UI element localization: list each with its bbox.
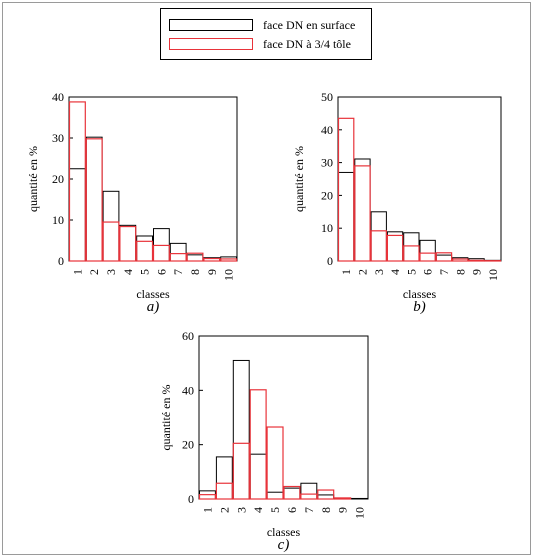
bar-surface-4	[120, 225, 136, 261]
bar-surface-7	[170, 243, 186, 261]
y-axis-label: quantité en %	[26, 146, 40, 212]
x-tick-label: 1	[339, 269, 354, 275]
bar-surface-6	[284, 488, 300, 499]
panel-label-a: a)	[146, 299, 160, 315]
bar-surface-2	[86, 137, 102, 261]
bar-surface-5	[404, 233, 419, 261]
panel-label-c: c)	[277, 537, 290, 553]
bar-three-quarter-1	[339, 118, 354, 261]
bar-surface-4	[250, 454, 266, 499]
bar-three-quarter-3	[371, 231, 386, 261]
bar-three-quarter-4	[387, 235, 402, 261]
x-tick-label: 1	[200, 507, 215, 513]
bar-surface-8	[187, 255, 203, 261]
bar-three-quarter-9	[335, 498, 351, 499]
y-axis-label: quantité en %	[292, 146, 306, 212]
bar-three-quarter-1	[200, 495, 216, 499]
chart-a	[26, 90, 237, 315]
x-tick-label: 9	[335, 507, 350, 513]
x-tick-label: 5	[404, 269, 419, 275]
x-tick-label: 5	[268, 507, 283, 513]
legend-label-surface: face DN en surface	[263, 17, 356, 32]
x-tick-label: 6	[420, 269, 435, 275]
y-tick-label: 20	[321, 188, 333, 203]
bar-three-quarter-6	[420, 253, 435, 261]
bar-three-quarter-7	[436, 253, 451, 261]
x-tick-label: 10	[221, 269, 236, 281]
x-tick-label: 8	[318, 507, 333, 513]
x-tick-label: 7	[436, 269, 451, 275]
bar-surface-2	[355, 159, 370, 261]
x-tick-label: 4	[388, 269, 403, 275]
x-tick-label: 10	[485, 269, 500, 281]
x-axis-label: classes	[266, 525, 301, 539]
bar-surface-5	[267, 492, 283, 499]
panel-label-b: b)	[413, 299, 426, 315]
x-tick-label: 9	[204, 269, 219, 275]
x-tick-label: 10	[352, 507, 367, 519]
x-tick-label: 1	[70, 269, 85, 275]
x-tick-label: 9	[469, 269, 484, 275]
bar-three-quarter-9	[204, 259, 220, 261]
bar-surface-3	[103, 191, 119, 261]
bar-three-quarter-9	[469, 260, 484, 261]
bar-surface-7	[301, 483, 317, 499]
x-tick-label: 4	[120, 269, 135, 275]
x-tick-label: 2	[217, 507, 232, 513]
bar-three-quarter-5	[404, 246, 419, 261]
y-tick-label: 0	[327, 254, 333, 268]
bar-three-quarter-8	[453, 259, 468, 261]
bar-surface-2	[216, 457, 232, 499]
x-axis-label: classes	[402, 287, 437, 301]
x-axis-label: classes	[136, 287, 170, 301]
x-tick-label: 2	[87, 269, 102, 275]
bar-three-quarter-7	[301, 494, 317, 499]
bar-surface-7	[436, 255, 451, 261]
x-tick-label: 5	[137, 269, 152, 275]
chart-c	[159, 329, 368, 553]
x-tick-label: 8	[453, 269, 468, 275]
bar-surface-10	[352, 498, 368, 499]
bar-surface-6	[420, 240, 435, 261]
x-tick-label: 3	[104, 269, 118, 275]
x-tick-label: 7	[301, 507, 316, 513]
y-tick-label: 30	[52, 131, 64, 145]
bar-three-quarter-3	[103, 222, 119, 261]
bar-three-quarter-7	[170, 254, 186, 261]
y-tick-label: 20	[182, 437, 194, 452]
y-tick-label: 40	[321, 122, 333, 137]
x-tick-label: 7	[171, 269, 186, 275]
y-tick-label: 10	[321, 221, 333, 236]
x-tick-label: 6	[284, 507, 299, 513]
x-tick-label: 8	[188, 269, 202, 275]
bar-surface-3	[233, 360, 249, 499]
bar-three-quarter-2	[86, 139, 102, 261]
y-tick-label: 30	[321, 155, 333, 170]
bar-three-quarter-2	[355, 166, 370, 261]
bar-three-quarter-10	[221, 259, 237, 261]
legend-label-three-quarter: face DN à 3/4 tôle	[263, 36, 351, 51]
bar-surface-8	[318, 495, 334, 499]
x-tick-label: 3	[371, 269, 386, 275]
bar-three-quarter-3	[233, 443, 249, 499]
bar-surface-3	[371, 212, 386, 261]
y-tick-label: 40	[182, 383, 194, 398]
bar-surface-1	[70, 169, 86, 261]
bar-surface-6	[154, 229, 170, 261]
y-tick-label: 0	[188, 492, 194, 506]
y-tick-label: 0	[58, 254, 64, 268]
y-tick-label: 40	[52, 90, 64, 104]
x-tick-label: 3	[234, 507, 249, 513]
y-tick-label: 60	[182, 329, 194, 343]
bar-surface-1	[339, 172, 354, 261]
bar-three-quarter-1	[70, 102, 86, 261]
x-tick-label: 2	[355, 269, 370, 275]
bar-three-quarter-5	[137, 241, 153, 261]
y-axis-label: quantité en %	[159, 384, 173, 451]
x-tick-label: 6	[154, 269, 169, 275]
bar-surface-4	[387, 232, 402, 261]
x-tick-label: 4	[251, 507, 266, 513]
bar-three-quarter-6	[154, 245, 170, 261]
y-tick-label: 50	[321, 90, 333, 104]
chart-b	[292, 90, 501, 315]
y-tick-label: 10	[52, 213, 64, 227]
bar-three-quarter-5	[267, 427, 283, 499]
bar-three-quarter-4	[250, 390, 266, 499]
bar-surface-5	[137, 236, 153, 261]
bar-three-quarter-2	[216, 483, 232, 499]
bar-three-quarter-4	[120, 227, 136, 261]
y-tick-label: 20	[52, 172, 64, 186]
